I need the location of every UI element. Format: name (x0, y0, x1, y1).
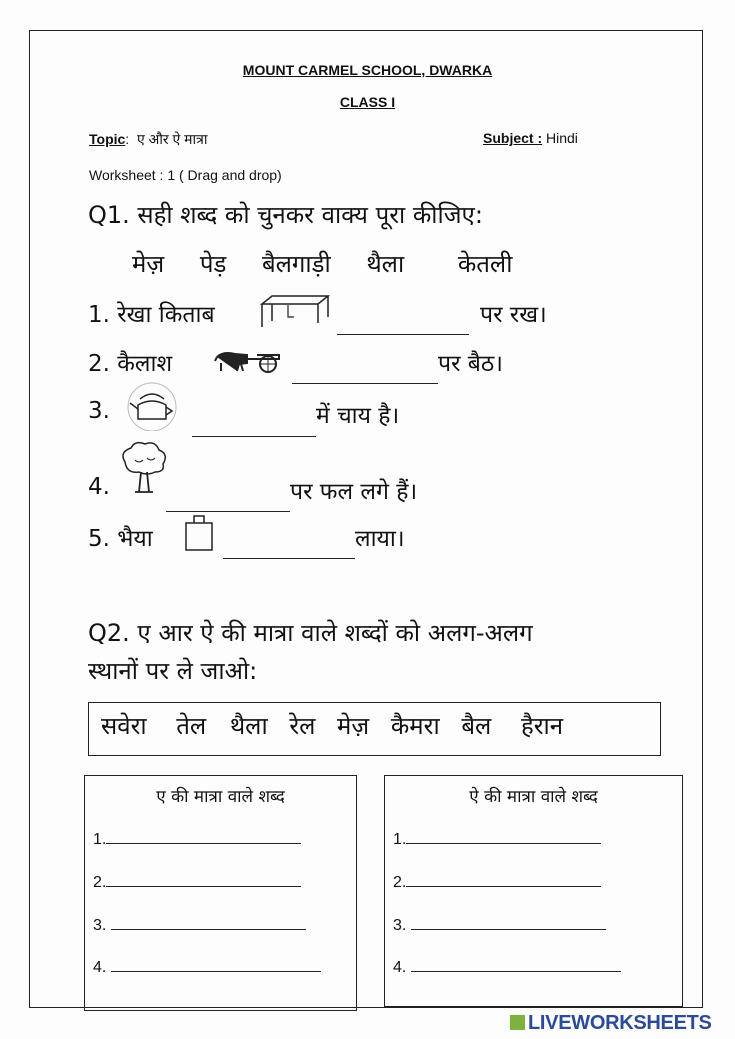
topic-label: Topic (89, 131, 126, 147)
word-chip[interactable]: थैला (366, 250, 405, 278)
word-chip[interactable]: बैलगाड़ी (261, 250, 331, 278)
word-chip[interactable]: मेज़ (337, 712, 370, 740)
drop-line[interactable]: 3. (393, 917, 606, 935)
subject-label: Subject : (483, 130, 543, 146)
liveworksheets-logo: LIVEWORKSHEETS (510, 1012, 712, 1035)
q2-words (101, 709, 563, 742)
subject-value: Hindi (546, 130, 578, 146)
class-label: CLASS I (339, 94, 396, 110)
sentence-end: पर फल लगे हैं। (290, 479, 418, 505)
drop-line[interactable]: 4. (393, 959, 621, 977)
drop-line[interactable]: 1. (93, 831, 301, 849)
e-matra-title: ए की मात्रा वाले शब्द (156, 787, 285, 807)
drop-line[interactable]: 1. (393, 831, 601, 849)
word-chip[interactable]: सवेरा (101, 712, 147, 740)
q1-title: Q1. सही शब्द को चुनकर वाक्य पूरा कीजिए: (88, 201, 483, 229)
sentence-end: पर रख। (480, 302, 547, 328)
answer-blank[interactable] (223, 544, 355, 563)
answer-blank[interactable] (292, 369, 438, 388)
q2-title-line1: Q2. ए आर ऐ की मात्रा वाले शब्दों को अलग-अलग (88, 619, 533, 647)
q1-item: 1. रेखा किताब (88, 302, 215, 328)
sentence-end: पर बैठ। (438, 351, 503, 377)
sentence-end: लाया। (355, 526, 405, 552)
ai-matra-title: ऐ की मात्रा वाले शब्द (469, 787, 598, 807)
word-chip[interactable]: रेल (289, 712, 316, 740)
bag-icon (183, 512, 215, 552)
q1-item: 3. (88, 398, 110, 424)
word-chip[interactable]: मेज़ (132, 250, 165, 278)
liveworksheets-mark-icon (510, 1015, 525, 1030)
topic-value: ए और ऐ मात्रा (136, 131, 208, 147)
bullock-cart-icon (213, 347, 283, 375)
tree-icon (117, 440, 169, 496)
sentence-end: में चाय है। (316, 403, 400, 429)
q1-item: 5. भैया (88, 526, 153, 552)
word-chip[interactable]: पेड़ (199, 250, 227, 278)
table-icon (258, 293, 330, 331)
word-chip[interactable]: कैमरा (390, 712, 440, 740)
e-matra-box (84, 775, 357, 1011)
drop-line[interactable]: 2. (393, 874, 601, 892)
worksheet-label: Worksheet : 1 ( Drag and drop) (89, 167, 282, 183)
subject-line (483, 130, 578, 146)
topic-line: Topic: ए और ऐ मात्रा (89, 131, 208, 147)
word-chip[interactable]: केतली (457, 250, 513, 278)
word-chip[interactable]: तेल (176, 712, 207, 740)
q1-item: 4. (88, 474, 110, 500)
school-name: MOUNT CARMEL SCHOOL, DWARKA (242, 62, 493, 78)
ai-matra-box (384, 775, 683, 1007)
answer-blank[interactable] (337, 320, 469, 339)
kettle-icon (124, 381, 180, 431)
answer-blank[interactable] (192, 422, 316, 441)
drop-line[interactable]: 3. (93, 917, 306, 935)
q1-word-bank (132, 247, 512, 280)
q2-word-bank (88, 702, 661, 756)
word-chip[interactable]: बैल (461, 712, 492, 740)
word-chip[interactable]: हैरान (520, 712, 564, 740)
drop-line[interactable]: 4. (93, 959, 321, 977)
word-chip[interactable]: थैला (229, 712, 268, 740)
q2-title-line2: स्थानों पर ले जाओ: (88, 657, 258, 685)
drop-line[interactable]: 2. (93, 874, 301, 892)
q1-item: 2. कैलाश (88, 351, 173, 377)
